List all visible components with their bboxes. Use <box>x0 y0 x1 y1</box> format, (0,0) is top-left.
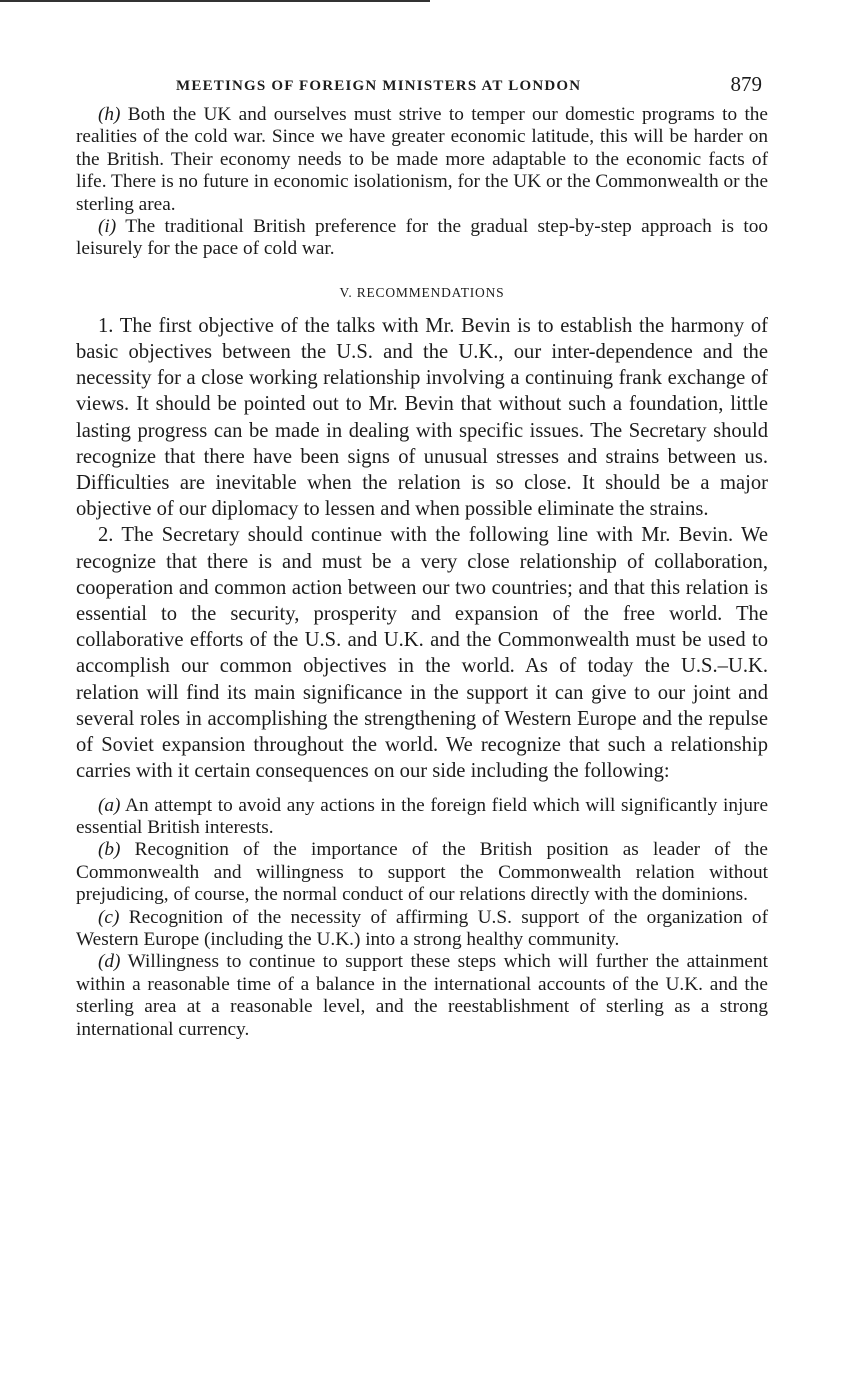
consequence-c-text: Recognition of the necessity of affirming U.S. support of the organization of Western Europe (including the U.K.) into a strong healthy community. <box>76 906 768 950</box>
top-rule <box>0 0 430 2</box>
consequence-d-label: (d) <box>98 951 121 973</box>
page-header <box>76 70 768 104</box>
paragraph-h-label: (h) <box>98 104 121 125</box>
consequence-a-text: An attempt to avoid any actions in the foreign field which will significantly injure essential British interests. <box>76 794 768 838</box>
paragraph-h-text: Both the UK and ourselves must strive to temper our domestic programs to the realities of the cold war. Since we have greater economic latitude, this will be harder on the British. Their economy needs to be made more adaptable to the economic facts of life. There is no future in economic isolationism, for the UK or the Commonwealth or the sterling area. <box>76 104 768 215</box>
paragraph-i <box>76 216 768 261</box>
consequence-a <box>76 795 768 840</box>
consequence-b-label: (b) <box>98 839 121 861</box>
paragraph-i-label: (i) <box>98 216 117 238</box>
running-head: MEETINGS OF FOREIGN MINISTERS AT LONDON <box>176 78 582 94</box>
consequence-b-text: Recognition of the importance of the British position as leader of the Commonwealth and willingness to support the Commonwealth relation without prejudicing, of course, the normal conduct of our relations directly with the dominions. <box>76 839 768 906</box>
consequence-d-text: Willingness to continue to support these steps which will further the attainment within a reasonable time of a balance in the international accounts of the U.K. and the sterling area at a reasonable level, and the reestablishment of sterling as a strong international currency. <box>76 951 768 1040</box>
recommendation-2: 2. The Secretary should continue with the following line with Mr. Bevin. We recognize that there is and must be a very close relationship of collaboration, cooperation and common action between our two countries; and that this relation is essential to the security, prosperity and expansion of the free world. The collaborative efforts of the U.S. and U.K. and the Commonwealth must be used to accomplish our common objectives in the world. As of today the U.S.–U.K. relation will find its main significance in the support it can give to our joint and several roles in accomplishing the strengthening of Western Europe and the repulse of Soviet expansion throughout the world. We recognize that such a relationship carries with it certain consequences on our side including the following: <box>76 524 768 783</box>
paragraph-i-text: The traditional British preference for the gradual step-by-step approach is too leisurely for the pace of cold war. <box>76 216 768 260</box>
document-page <box>76 70 768 1041</box>
consequence-b <box>76 839 768 906</box>
page-number: 879 <box>730 72 762 96</box>
consequence-d <box>76 951 768 1041</box>
section-heading: V. RECOMMENDATIONS <box>339 284 505 300</box>
consequence-a-label: (a) <box>98 794 121 816</box>
recommendation-1: 1. The first objective of the talks with Mr. Bevin is to establish the harmony of basic objectives between the U.S. and the U.K., our inter-dependence and the necessity for a close working relationship involving a continuing frank exchange of views. It should be pointed out to Mr. Bevin that without such a foundation, little lasting progress can be made in dealing with specific issues. The Secretary should recognize that there have been signs of unusual stresses and strains between us. Difficulties are inevitable when the relation is so close. It should be a major objective of our diplomacy to lessen and when possible eliminate the strains. <box>76 314 768 521</box>
consequence-c-label: (c) <box>98 906 120 928</box>
paragraph-h <box>76 104 768 216</box>
consequence-c <box>76 907 768 952</box>
